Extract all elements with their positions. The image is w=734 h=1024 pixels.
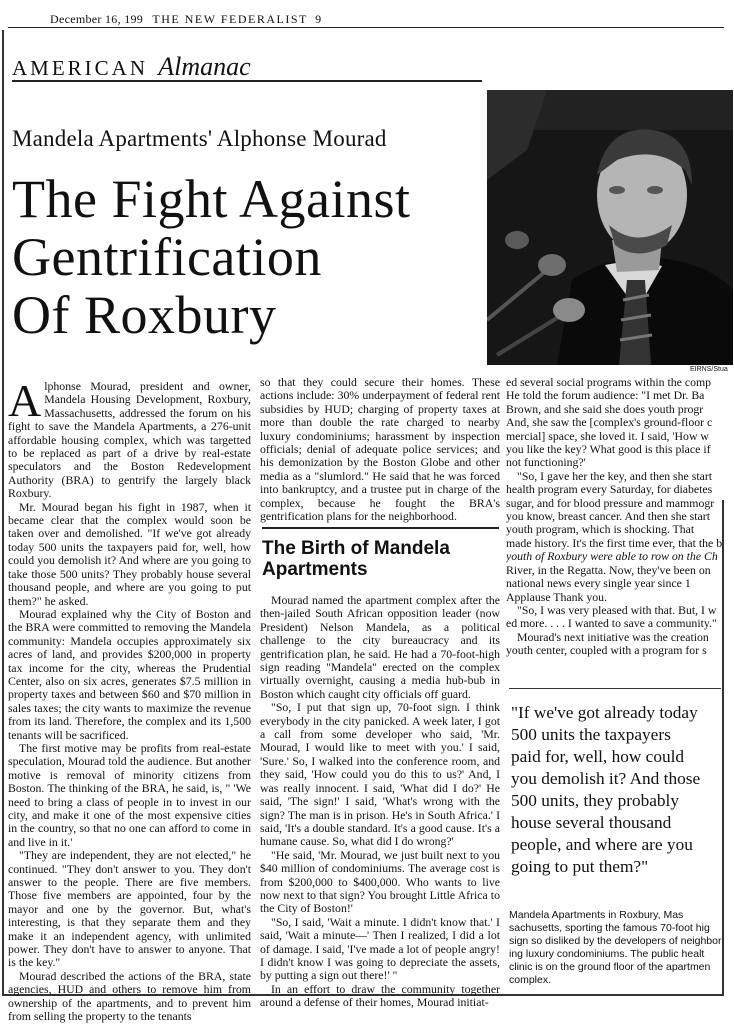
pullquote-line: paid for, well, how could xyxy=(511,747,685,766)
caption-line: Mandela Apartments in Roxbury, Mas xyxy=(509,909,684,921)
paragraph: Alphonse Mourad, president and owner, Mandela Housing Development, Roxbury, Massachusetts, addressed the forum on his fight to save the Mandela Apartments, a 276-unit affordable housing complex, which was targetted to be replaced as part of a drive by real-estate speculators and the Boston Redevelopment Authority (BRA) to gentrify the largely black Roxbury. xyxy=(8,375,251,501)
headline-line: The Fight Against xyxy=(12,169,411,229)
pullquote-line: people, and where are you xyxy=(511,835,693,854)
section-subhead: The Birth of Mandela Apartments xyxy=(262,538,450,580)
paragraph: Mourad named the apartment complex after the then-jailed South African opposition leader (now President) Nelson Mandela, as a political challenge to the city bureaucracy and its gentrification plan, he said. He had a 70-foot-high sign reading "Mandela" erected on the complex virtually overnight, causing a media hub-bub in Boston which caught city officials off guard. xyxy=(260,593,500,701)
text-line: Mourad's next initiative was the creation xyxy=(517,629,709,644)
section-label xyxy=(12,52,251,82)
text-line: you like the key? What good is this place if xyxy=(506,442,711,457)
text-line: health program every Saturday, for diabetes xyxy=(506,482,713,497)
pullquote-line: you demolish it? And those xyxy=(511,769,701,788)
section-word-almanac: Almanac xyxy=(158,52,251,81)
text-line: youth program, which is shocking. That xyxy=(506,522,695,537)
paragraph: In an effort to draw the community together around a defense of their homes, Mourad initiat- xyxy=(260,981,500,1010)
text-line: you know, breast cancer. And then she start xyxy=(506,509,710,524)
text-line: Brown, and she said she does youth progr xyxy=(506,401,704,416)
article-column-2-continued xyxy=(260,594,500,1010)
speaker-photo-graphic xyxy=(487,90,733,365)
article-subtitle: Mandela Apartments' Alphonse Mourad xyxy=(12,126,387,151)
paragraph: Mourad explained why the City of Boston and the BRA were committed to removing the Mandela community: Mandela occupies approximately six acres of land, and provides $200,000 in property tax income for the city, whereas the Prudential Center, also on six acres, generates $7.5 million in property taxes and between $60 and $70 million in sales taxes; the city wants to maximize the revenue from its land. Therefore, the complex and its 1,500 tenants will be sacrificed. xyxy=(8,606,251,742)
speaker-photo xyxy=(487,90,733,365)
section-rule xyxy=(12,80,482,82)
photo-credit: EIRNS/Stua xyxy=(690,366,728,373)
headline-line: Of Roxbury xyxy=(12,285,277,345)
paragraph: "He said, 'Mr. Mourad, we just built next to you $40 million of condominiums. The average cost is from $200,000 to $400,000. Who wants to live now next to that sign? You brought Little Africa to the City of Boston!' xyxy=(260,847,500,916)
caption-line: ing luxury condominiums. The public healt xyxy=(509,948,705,960)
photo-caption xyxy=(509,909,734,987)
paragraph: so that they could secure their homes. These actions include: 30% underpayment of federal rent subsidies by HUD; charging of property taxes at more than double the rate charged to nearby luxury condominiums; harassment by inspection officials; denial of adequate police services; and his demonization by the Boston Globe and other media as a "slumlord." He said that he was forced into bankruptcy, and a trustee put in charge of the complex, because he fought the BRA's gentrification plans for the neighborhood. xyxy=(260,375,500,524)
text-line: not functioning?' xyxy=(506,455,586,470)
pullquote-rule xyxy=(509,688,721,689)
text-line: And, she saw the [complex's ground-floor c xyxy=(506,415,713,430)
text-line: youth of Roxbury were able to row on the Ch xyxy=(506,549,718,564)
pullquote-line: 500 units the taxpayers xyxy=(511,725,671,744)
article-column-2 xyxy=(260,376,500,523)
text-line: River, in the Regatta. Now, they've been on xyxy=(506,562,711,577)
left-border xyxy=(2,30,4,996)
section-word-american: AMERICAN xyxy=(12,56,149,80)
text-line: He told the forum audience: "I met Dr. Ba xyxy=(506,388,705,403)
pullquote-line: house several thousand xyxy=(511,813,672,832)
masthead xyxy=(50,12,321,27)
text-line: ed more. . . . I wanted to save a community." xyxy=(506,616,717,631)
pullquote-line: going to put them?" xyxy=(511,857,649,876)
paragraph: Mourad described the actions of the BRA, state agencies, HUD and others to remove him from ownership of the apartments, and to prevent him from selling the property to the tenants xyxy=(8,968,251,1024)
drop-cap: A xyxy=(8,375,42,426)
pullquote-line: "If we've got already today xyxy=(511,703,698,722)
text-line: "So, I gave her the key, and then she start xyxy=(517,468,713,483)
text-line: mercial] space, she loved it. I said, 'How w xyxy=(506,428,709,443)
text-line: sugar, and for blood pressure and mammogr xyxy=(506,495,715,510)
caption-line: clinic is on the ground floor of the apartmen xyxy=(509,961,711,973)
article-column-1 xyxy=(8,375,251,1024)
text-line: ed several social programs within the comp xyxy=(506,376,712,389)
page-number: 9 xyxy=(315,12,322,26)
pull-quote xyxy=(511,702,734,878)
headline-line: Gentrification xyxy=(12,227,322,287)
caption-line: sign so disliked by the developers of neighbor xyxy=(509,935,722,947)
text-line: Applause Thank you. xyxy=(506,589,608,604)
text-line: made history. It's the first time ever, that the b xyxy=(506,535,723,550)
issue-date: December 16, 199 xyxy=(50,12,144,26)
article-headline xyxy=(12,170,482,344)
paragraph: The first motive may be profits from real-estate speculation, Mourad told the audience. But another motive is removal of minority citizens from Boston. The thinking of the BRA, he said, is, " 'We need to bring a class of people in to invest in our city, and make it one of the most expensive cities in the country, so that no one can afford to come in and live in it.' xyxy=(8,740,251,849)
subhead-rule xyxy=(262,527,499,529)
caption-line: sachusetts, sporting the famous 70-foot hig xyxy=(509,922,710,934)
publication-name: THE NEW FEDERALIST xyxy=(152,12,308,26)
caption-line: complex. xyxy=(509,974,552,986)
text-line: "So, I was very pleased with that. But, I w xyxy=(517,602,717,617)
paragraph: Mr. Mourad began his fight in 1987, when it became clear that the complex would soon be taken over and demolished. "If we've got already today 500 units the taxpayers paid for, well, how could you demolish it? And where are you going to take those 500 units? They probably house several thousand people, and where are you going to put them?" he asked. xyxy=(8,499,251,608)
text-line: national news every single year since 1 xyxy=(506,576,691,591)
paragraph: "So, I said, 'Wait a minute. I didn't know that.' I said, 'Wait a minute—' Then I realized, I did a lot of damage. I said, 'I've made a lot of people angry! I didn't know I was going to depreciate the assets, by putting a sign out there!' " xyxy=(260,914,500,983)
text-line: youth center, coupled with a program for s xyxy=(506,643,707,658)
paragraph: "So, I put that sign up, 70-foot sign. I think everybody in the city panicked. A week later, I got a call from some developer who said, 'Mr. Mourad, I would like to meet with you.' I said, 'Sure.' So, I walked into the conference room, and they said, 'How could you do this to us?' And, I was really innocent. I said, 'What did I do?' He said, 'The sign!' I said, 'What's wrong with the sign? The man is in prison. He's in South Africa.' I said, 'It's a double standard. It's a good cause. It's a humane cause. So, what did I do wrong?' xyxy=(260,700,500,849)
masthead-rule xyxy=(8,27,724,28)
article-column-3 xyxy=(506,376,734,658)
pullquote-line: 500 units, they probably xyxy=(511,791,679,810)
paragraph: "They are independent, they are not elected," he continued. "They don't answer to you. They don't answer to the people. There are five members. Those five members are appointed, four by the mayor and one by the governor. But, what's interesting, is that they separate them and they make it an independent agency, with unlimited power. They don't have to answer to anyone. That is the key." xyxy=(8,848,251,970)
